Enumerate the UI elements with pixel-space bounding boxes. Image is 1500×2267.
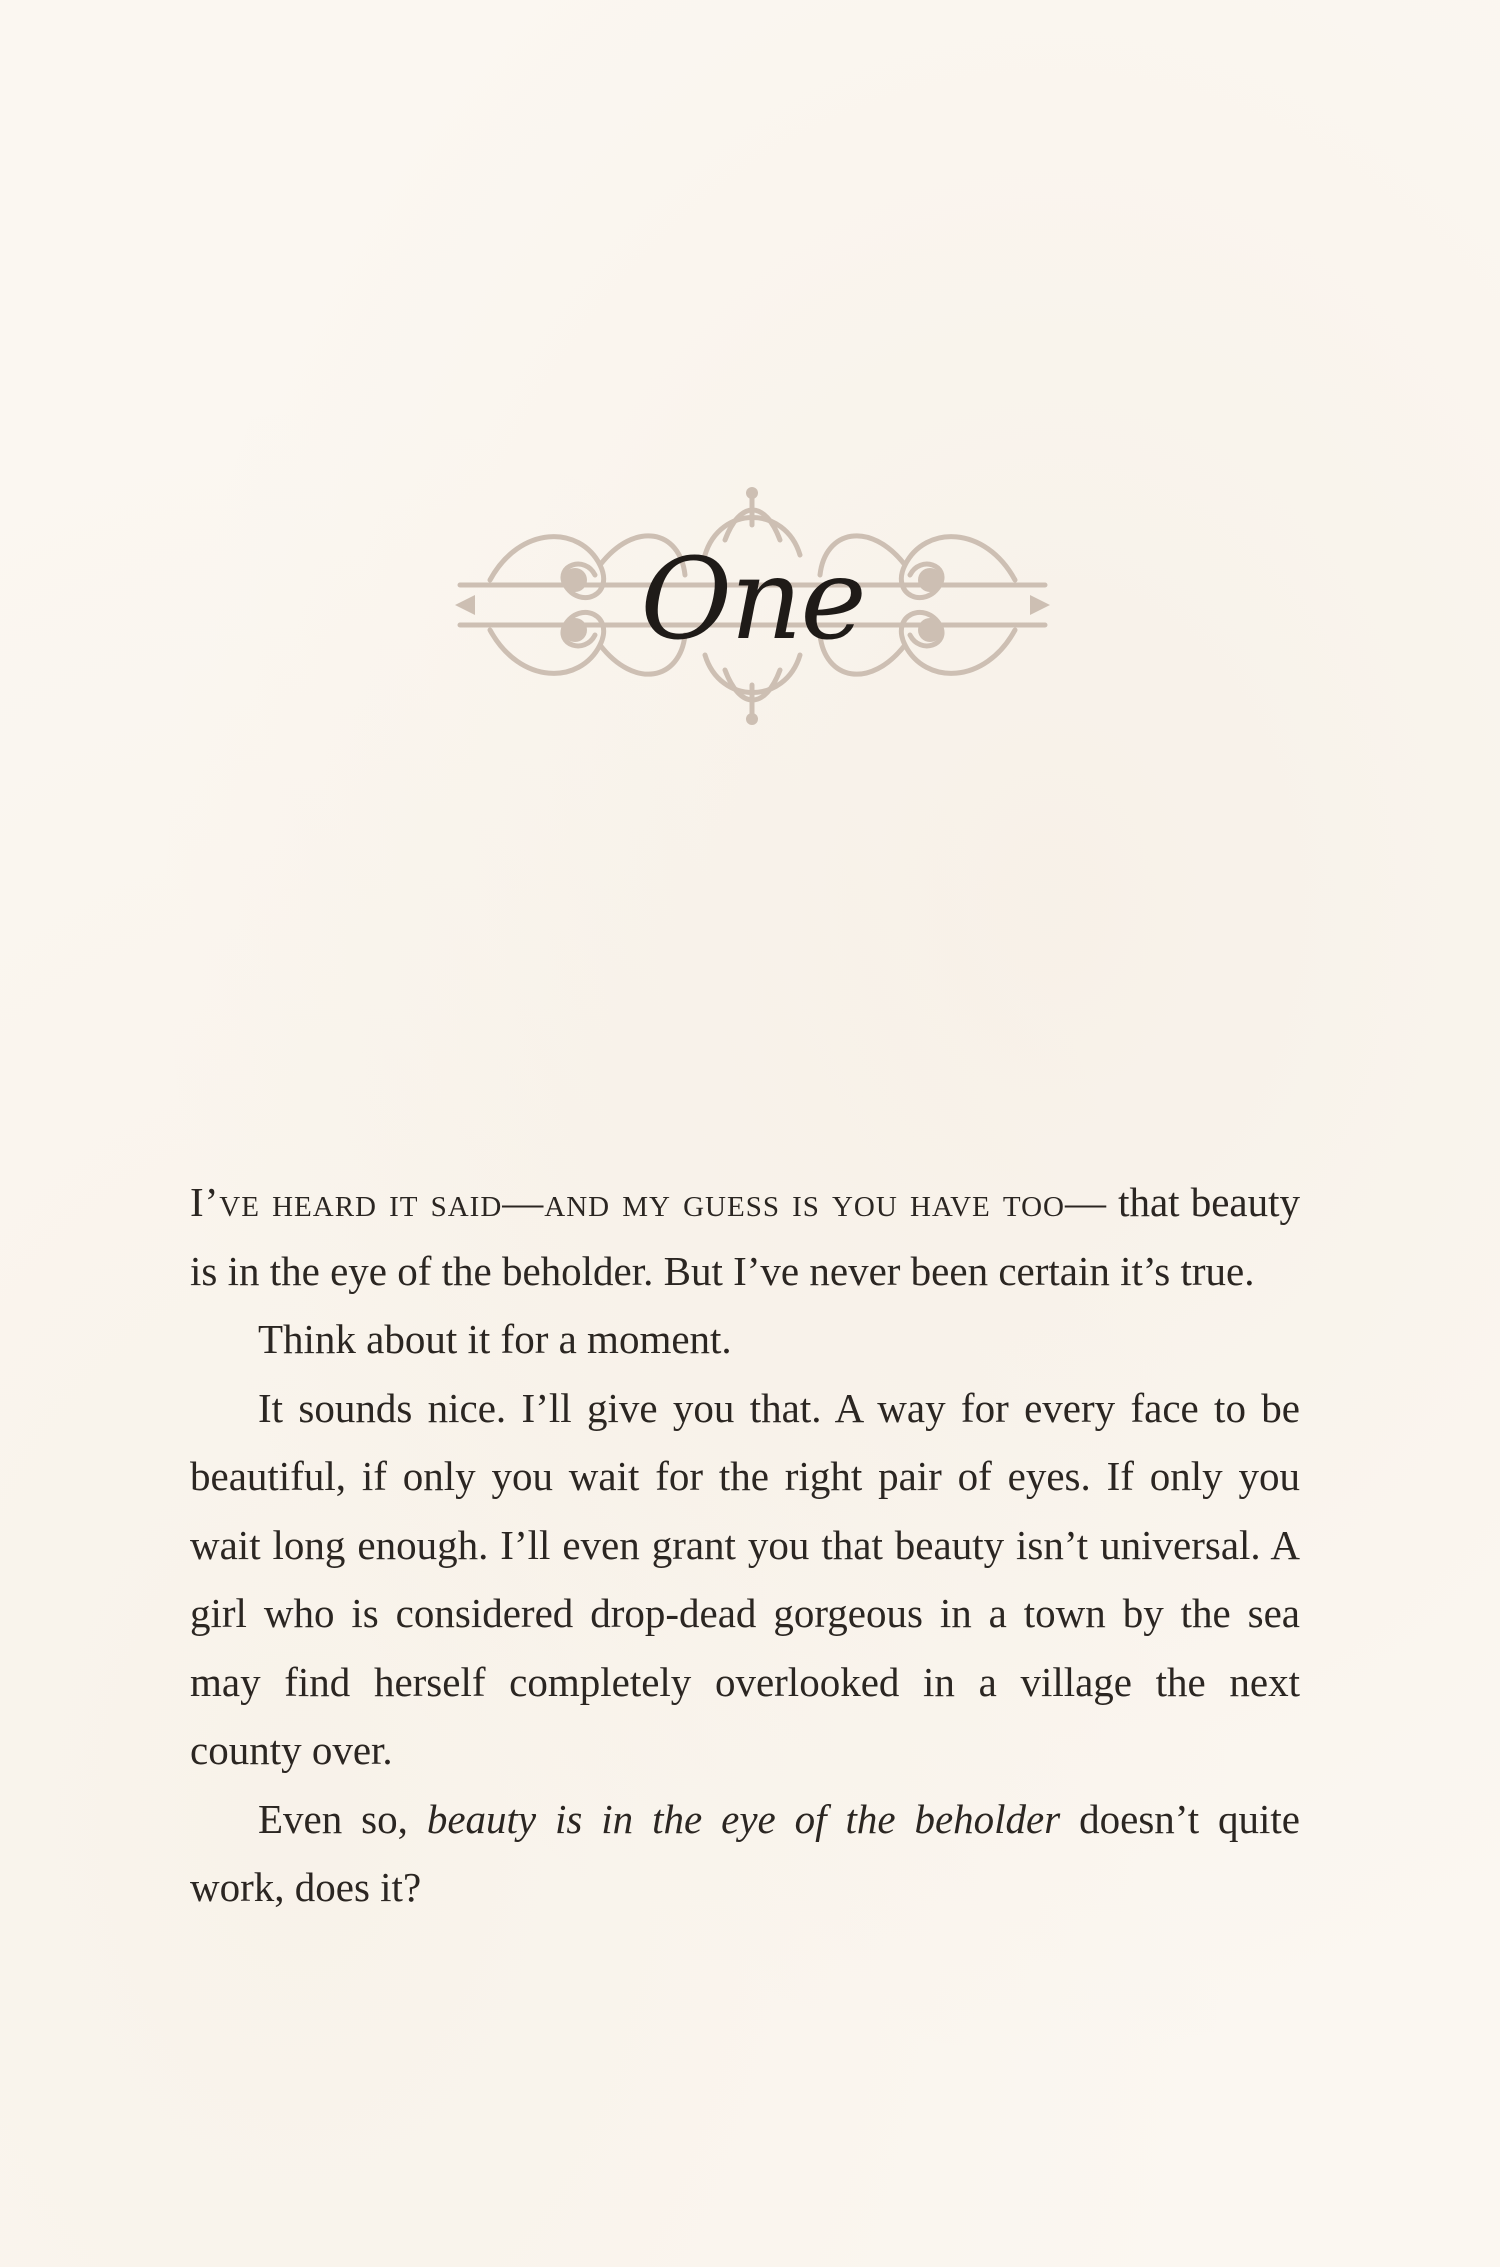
paragraph-1-text: that beauty is in the eye of the beholder. But I’ve never been certain it’s true. bbox=[190, 1179, 1300, 1294]
chapter-title: One bbox=[640, 535, 865, 665]
opening-smallcaps: I’ve heard it said—and my guess is you have too— bbox=[190, 1179, 1107, 1225]
paragraph-4 bbox=[190, 1785, 1300, 1922]
paragraph-4-before: Even so, bbox=[258, 1795, 427, 1842]
paragraph-4-italic: beauty is in the eye of the beholder bbox=[426, 1795, 1061, 1842]
paragraph-4-after: doesn’t quite work, does it? bbox=[190, 1795, 1301, 1910]
paragraph-3: It sounds nice. I’ll give you that. A way for every face to be beautiful, if only you wait for the right pair of eyes. If only you wait long enough. I’ll even grant you that beauty isn’t universal. A girl who is considered drop-dead gorgeous in a town by the sea may find herself completely overlooked in a village the next county over. bbox=[190, 1384, 1300, 1773]
paragraph-2: Think about it for a moment. bbox=[258, 1316, 732, 1362]
chapter-body bbox=[190, 1168, 1300, 1922]
paragraph-1 bbox=[190, 1168, 1300, 1305]
